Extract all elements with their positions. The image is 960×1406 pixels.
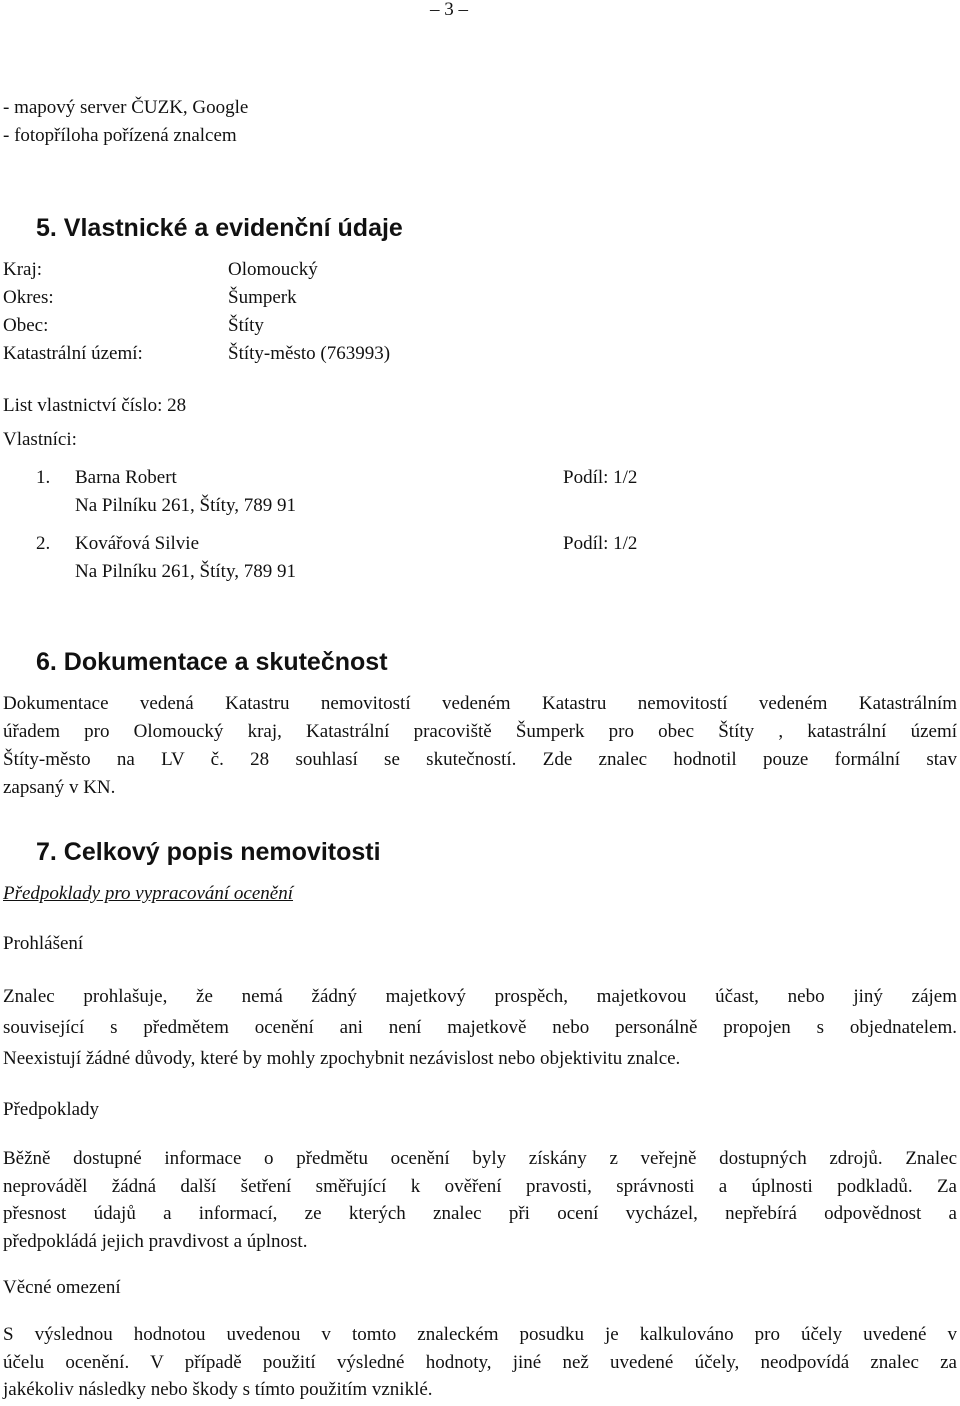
- field-label: Okres:: [3, 287, 54, 308]
- subheading: Předpoklady pro vypracování ocenění: [3, 883, 294, 904]
- field-value: Šumperk: [228, 287, 297, 308]
- source-line: - mapový server ČUZK, Google: [3, 97, 249, 118]
- section-heading-7: 7. Celkový popis nemovitosti: [36, 838, 381, 866]
- field-label: Kraj:: [3, 259, 43, 280]
- paragraph-line: účelu ocenění. V případě použití výsledné hodnoty, jiné než uvedené účely, neodpovídá znalec za: [3, 1352, 957, 1373]
- owner-name: Barna Robert: [75, 467, 177, 488]
- paragraph-line: předpokládá jejich pravdivost a úplnost.: [3, 1231, 308, 1252]
- paragraph-line: úřadem pro Olomoucký kraj, Katastrální pracoviště Šumperk pro obec Štíty , katastrální území: [3, 721, 957, 742]
- section-heading-5: 5. Vlastnické a evidenční údaje: [36, 214, 403, 242]
- field-label: Obec:: [3, 315, 49, 336]
- lv-label: List vlastnictví číslo:: [3, 395, 163, 416]
- field-label: Katastrální území:: [3, 343, 143, 364]
- paragraph-line: S výslednou hodnotou uvedenou v tomto znaleckém posudku je kalkulováno pro účely uvedené v: [3, 1324, 957, 1345]
- subsection-title-prohlaseni: Prohlášení: [3, 933, 84, 954]
- owner-address: Na Pilníku 261, Štíty, 789 91: [75, 561, 296, 582]
- page-number: – 3 –: [430, 0, 468, 20]
- owners-label: Vlastníci:: [3, 429, 77, 450]
- subsection-title-predpoklady: Předpoklady: [3, 1099, 100, 1120]
- paragraph-line: Běžně dostupné informace o předmětu ocenění byly získány z veřejně dostupných zdrojů. Znalec: [3, 1148, 957, 1169]
- paragraph-line: Neexistují žádné důvody, které by mohly zpochybnit nezávislost nebo objektivitu znalce.: [3, 1048, 681, 1069]
- field-value: Štíty-město (763993): [228, 343, 391, 364]
- paragraph-line: Štíty-město na LV č. 28 souhlasí se skutečností. Zde znalec hodnotil pouze formální stav: [3, 749, 957, 770]
- section-heading-6: 6. Dokumentace a skutečnost: [36, 648, 388, 676]
- owner-address: Na Pilníku 261, Štíty, 789 91: [75, 495, 296, 516]
- field-value: Olomoucký: [228, 259, 318, 280]
- owner-share: Podíl: 1/2: [563, 467, 638, 488]
- paragraph-line: související s předmětem ocenění ani není majetkově nebo personálně propojen s objednatelem.: [3, 1017, 957, 1038]
- field-value: Štíty: [228, 315, 264, 336]
- paragraph-line: Dokumentace vedená Katastru nemovitostí vedeném Katastru nemovitostí vedeném Katastrálním: [3, 693, 957, 714]
- lv-value: 28: [167, 395, 187, 416]
- owner-number: 1.: [36, 467, 51, 488]
- lv-row: [3, 396, 186, 415]
- source-line: - fotopříloha pořízená znalcem: [3, 125, 237, 146]
- owner-number: 2.: [36, 533, 51, 554]
- owner-name: Kovářová Silvie: [75, 533, 200, 554]
- paragraph-line: neprováděl žádná další šetření směřující k ověření pravosti, správnosti a úplnosti podkladů. Za: [3, 1176, 957, 1197]
- subsection-title-omezeni: Věcné omezení: [3, 1277, 121, 1298]
- paragraph-line: přesnost údajů a informací, ze kterých znalec při ocení vycházel, nepřebírá odpovědnost a: [3, 1203, 957, 1224]
- owner-share: Podíl: 1/2: [563, 533, 638, 554]
- paragraph-line: Znalec prohlašuje, že nemá žádný majetkový prospěch, majetkovou účast, nebo jiný zájem: [3, 986, 957, 1007]
- paragraph-line: jakékoliv následky nebo škody s tímto použitím vzniklé.: [3, 1379, 433, 1400]
- paragraph-line: zapsaný v KN.: [3, 777, 116, 798]
